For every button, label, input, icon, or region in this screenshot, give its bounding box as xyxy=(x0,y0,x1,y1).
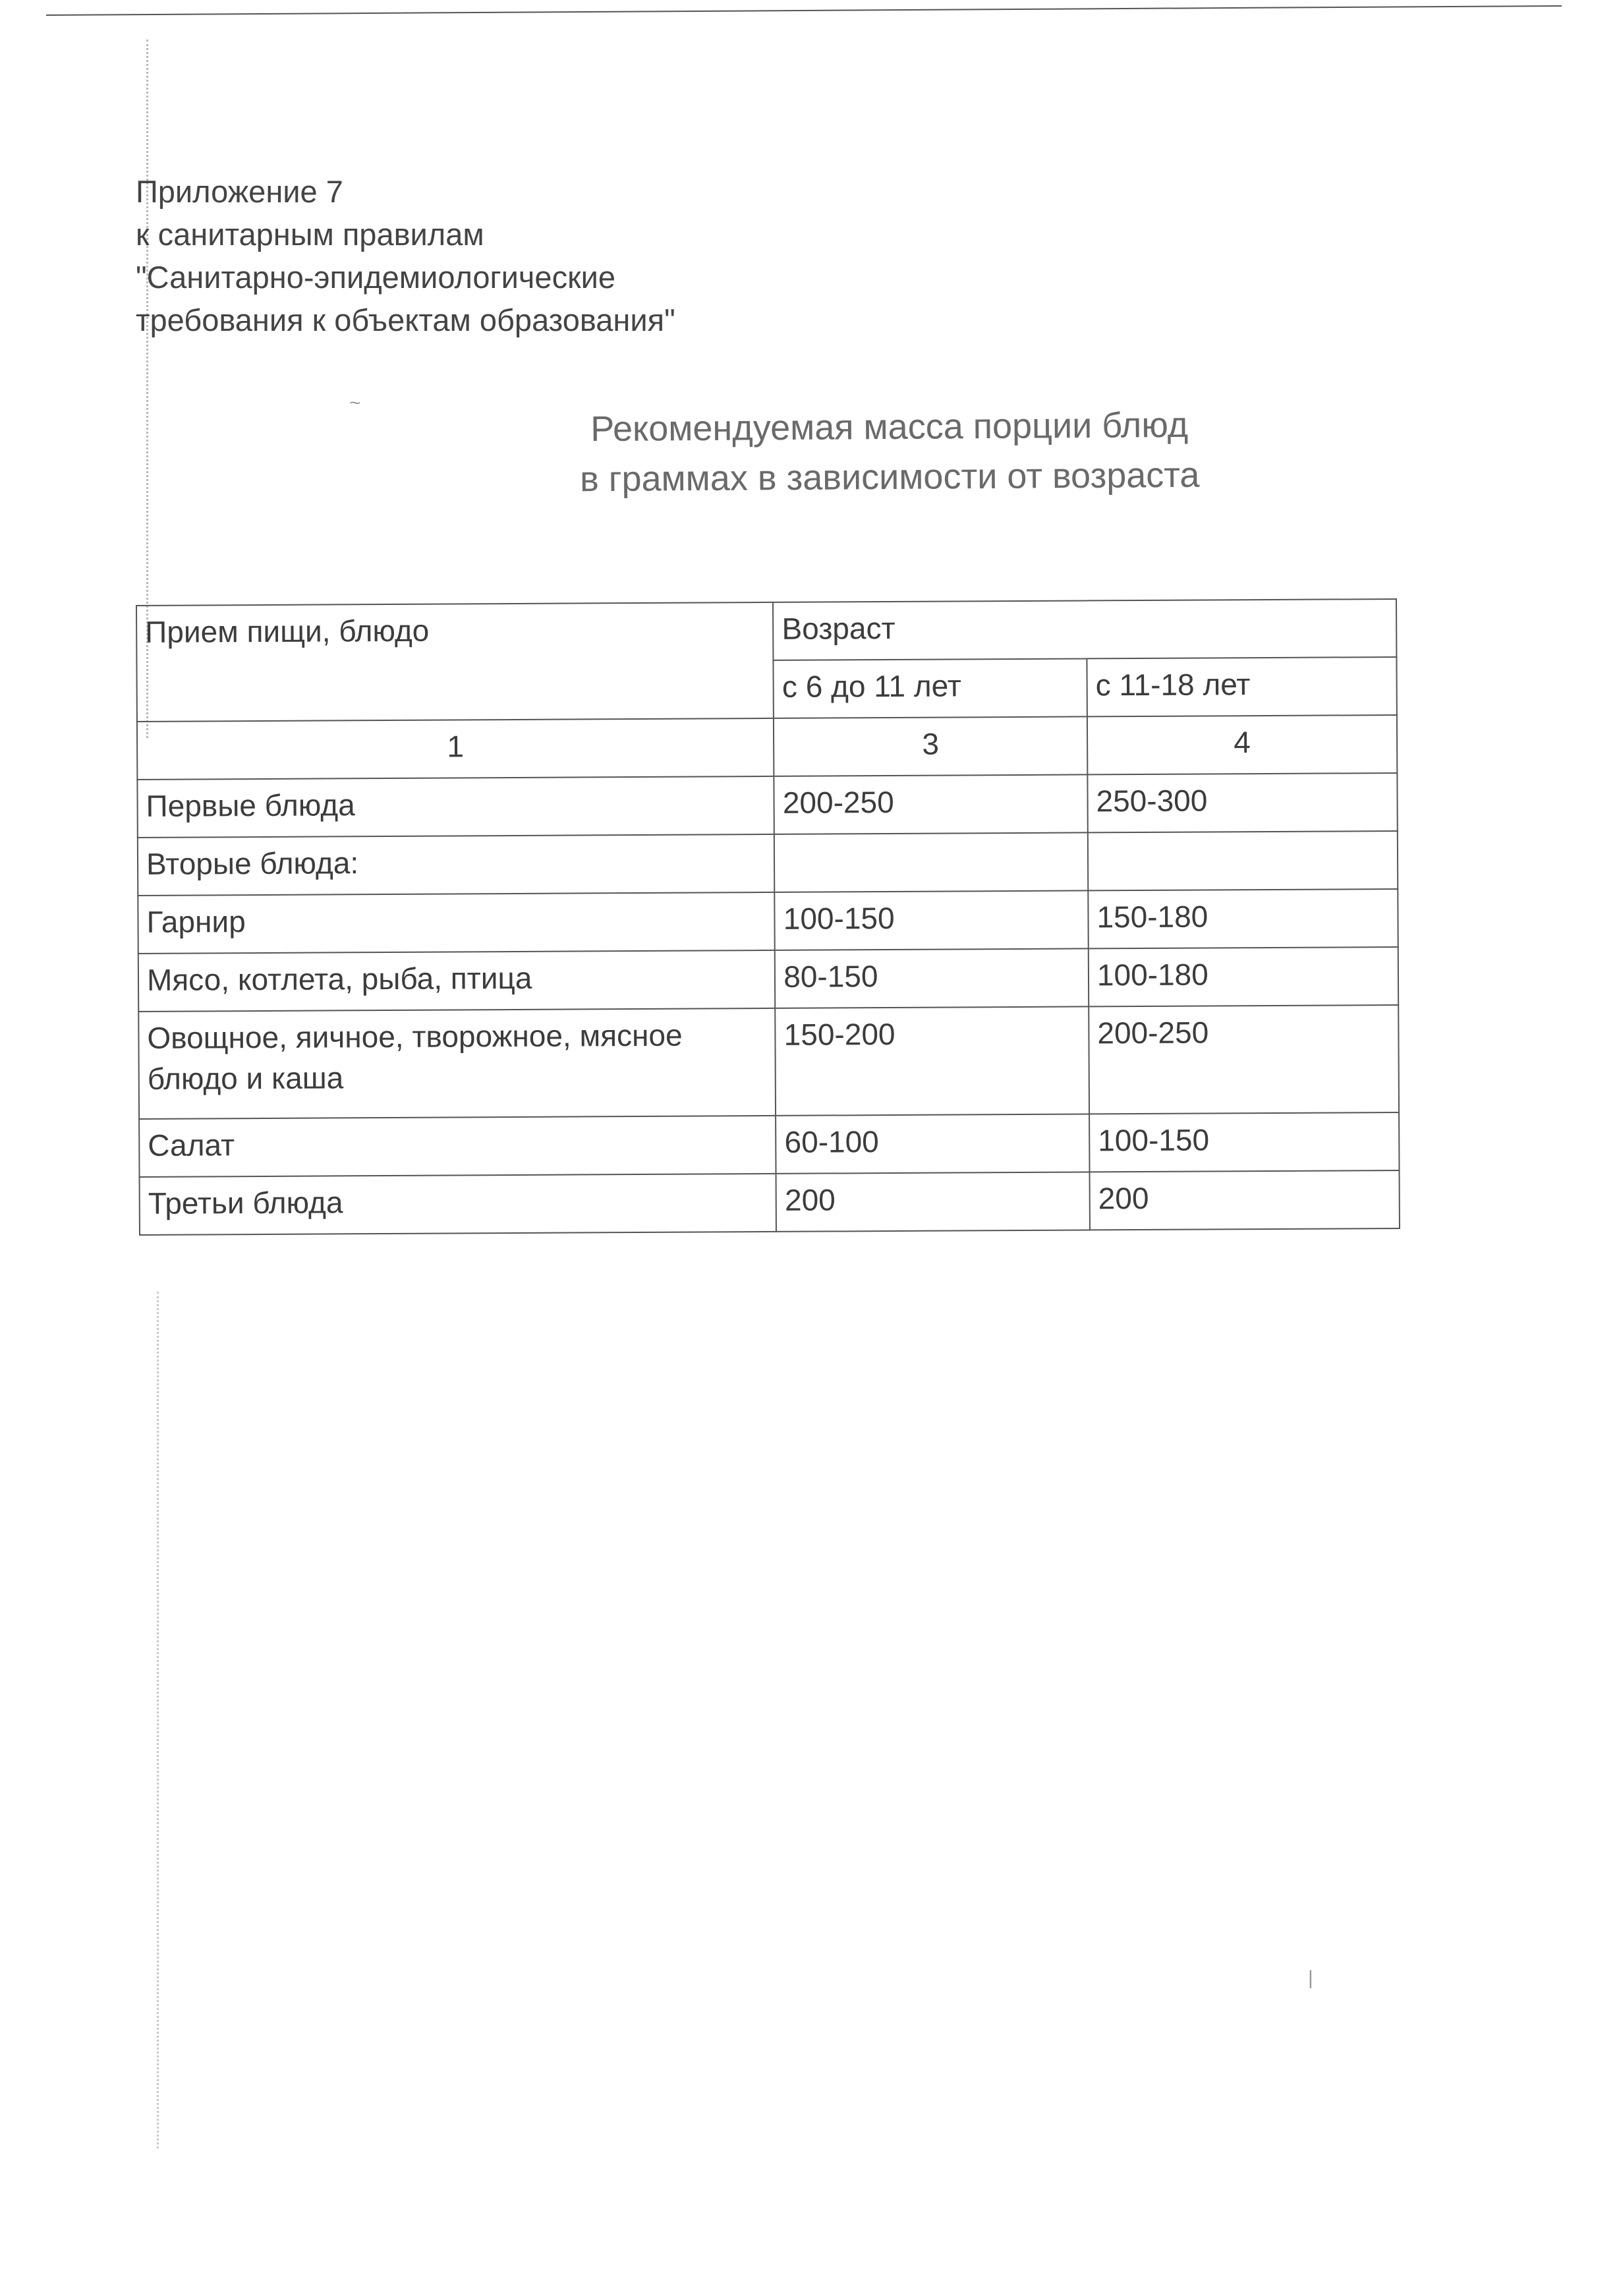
table-row xyxy=(138,1005,1399,1119)
portion-11-18: 150-180 xyxy=(1088,889,1398,948)
document-title-line-2: в граммах в зависимости от возраста xyxy=(579,455,1200,500)
portion-11-18 xyxy=(1088,831,1398,890)
dish-name: Мясо, котлета, рыба, птица xyxy=(138,950,776,1012)
header-age-cell: Возраст xyxy=(773,599,1396,660)
portion-6-11: 200-250 xyxy=(774,774,1088,834)
table-header-row xyxy=(136,599,1396,664)
portion-mass-table xyxy=(136,598,1400,1236)
header-age-6-11: с 6 до 11 лет xyxy=(774,658,1087,718)
portion-11-18: 200-250 xyxy=(1089,1005,1399,1114)
portion-11-18: 100-150 xyxy=(1089,1112,1399,1172)
dish-name: Овощное, яичное, творожное, мясное блюдо и каша xyxy=(138,1008,776,1119)
table-row xyxy=(138,889,1398,954)
dish-name: Первые блюда xyxy=(137,776,774,838)
portion-11-18: 100-180 xyxy=(1089,947,1398,1006)
portion-6-11: 200 xyxy=(776,1172,1090,1231)
table-column-numbers-row xyxy=(137,715,1397,780)
document-title xyxy=(526,399,1252,505)
column-number-1: 1 xyxy=(137,718,774,780)
scan-binding-dots-lower xyxy=(157,1292,159,2148)
table-row xyxy=(137,773,1397,838)
portion-6-11: 60-100 xyxy=(776,1114,1089,1173)
scan-tick-mark: | xyxy=(1308,1967,1313,1989)
portion-11-18: 250-300 xyxy=(1087,773,1397,832)
portion-6-11: 150-200 xyxy=(776,1006,1090,1115)
dish-name: Гарнир xyxy=(138,892,775,954)
document-title-line-1: Рекомендуемая масса порции блюд xyxy=(590,405,1189,449)
column-number-4: 4 xyxy=(1087,715,1397,774)
appendix-rules-title-2: требования к объектам образования" xyxy=(136,302,675,337)
table-row xyxy=(140,1170,1400,1235)
appendix-reference: к санитарным правилам xyxy=(136,217,484,252)
table-row xyxy=(138,947,1398,1012)
appendix-number: Приложение 7 xyxy=(136,174,343,209)
portion-6-11: 80-150 xyxy=(775,948,1089,1008)
appendix-rules-title-1: "Санитарно-эпидемиологические xyxy=(136,260,616,295)
table-row xyxy=(139,1112,1399,1177)
portion-6-11: 100-150 xyxy=(775,890,1089,950)
scan-smudge-mark: ~ xyxy=(349,392,361,414)
header-meal-cell: Прием пищи, блюдо xyxy=(136,602,774,722)
dish-name: Третьи блюда xyxy=(140,1174,777,1235)
portion-11-18: 200 xyxy=(1090,1170,1400,1230)
dish-name: Вторые блюда: xyxy=(138,834,775,896)
appendix-header xyxy=(136,170,675,341)
table-row xyxy=(138,831,1398,896)
portion-6-11 xyxy=(774,832,1088,892)
dish-name: Салат xyxy=(139,1116,776,1177)
column-number-3: 3 xyxy=(774,716,1087,776)
scan-top-edge-line xyxy=(46,5,1562,16)
header-age-11-18: с 11-18 лет xyxy=(1087,657,1396,716)
